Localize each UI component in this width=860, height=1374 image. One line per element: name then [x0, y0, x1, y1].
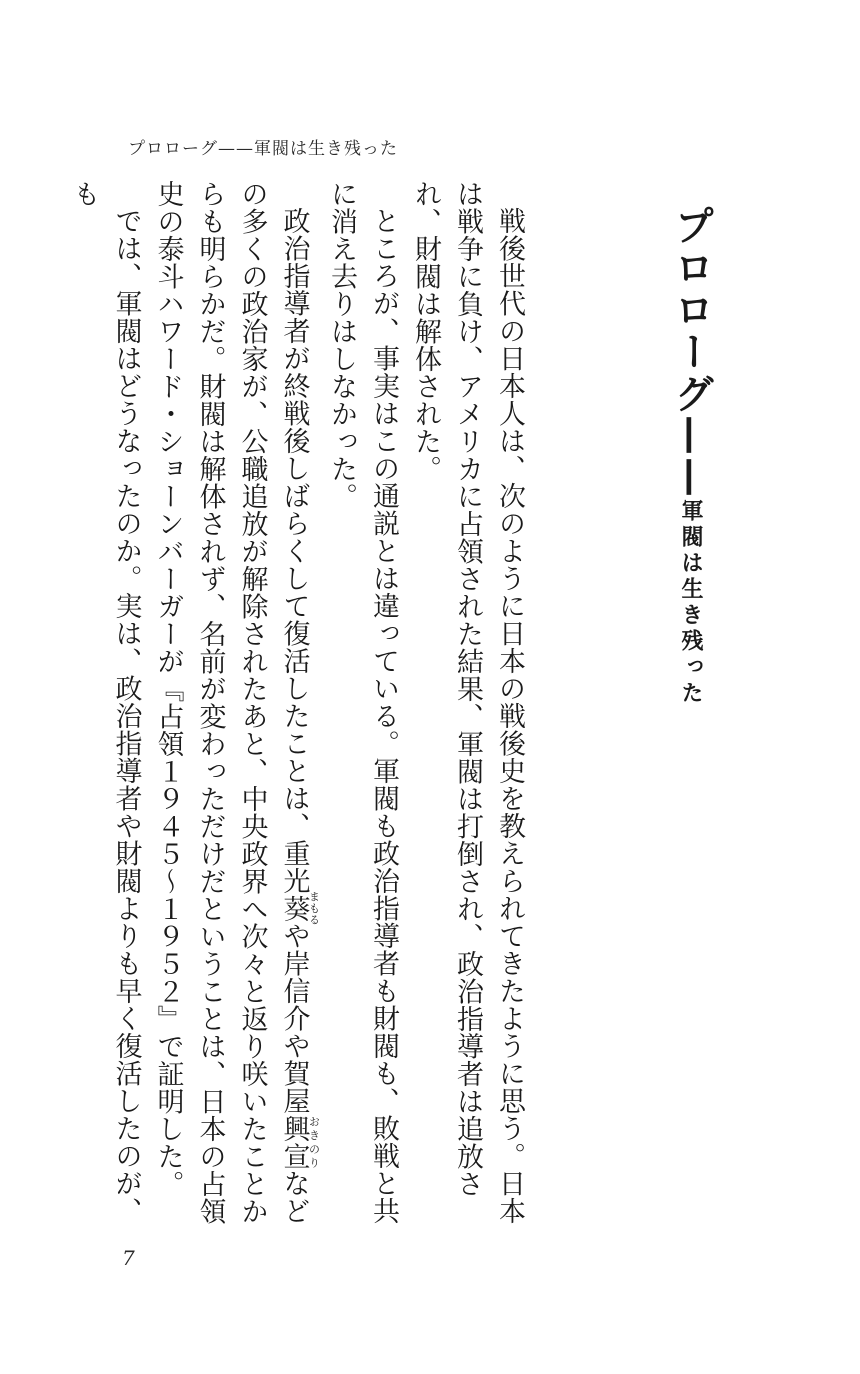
paragraph-1: 戦後世代の日本人は、次のように日本の戦後史を教えられてきたように思う。日本は戦争に負け、アメリカに占領された結果、軍閥は打倒され、政治指導者は追放され、財閥は解体された。: [410, 180, 525, 1225]
paragraph-4: では、軍閥はどうなったのか。実は、政治指導者や財閥よりも早く復活したのが、も: [68, 180, 142, 1225]
paragraph-3: [147, 180, 321, 1240]
ruby-base-okinori: 興宣: [278, 1114, 310, 1170]
page-number: 7: [122, 1246, 135, 1270]
ruby-reading-mamoru: まもる: [307, 891, 321, 926]
ruby-base-mamoru: 葵: [278, 891, 310, 926]
ruby-okinori: [278, 1114, 321, 1170]
paragraph-3-part-a: 政治指導者が終戦後しばらくして復活したことは、重光: [278, 207, 310, 895]
chapter-title: [663, 205, 720, 707]
ruby-mamoru: [278, 891, 321, 926]
chapter-subtitle: 軍閥は生き残った: [678, 499, 704, 707]
body-text: [68, 180, 530, 1240]
ruby-reading-okinori: おきのり: [307, 1114, 321, 1170]
paragraph-2: ところが、事実はこの通説とは違っている。軍閥も政治指導者も財閥も、敗戦と共に消え去りはしなかった。: [326, 180, 399, 1225]
paragraph-3-part-c: などの多くの政治家が、公職追放が解除されたあと、中央政界へ次々と返り咲いたことからも明らかだ。財閥は解体されず、名前が変わっただけだということは、日本の占領史の泰斗ハワード・ショーンバーガーが『占領１９４５〜１９５２』で証明した。: [152, 180, 310, 1225]
chapter-title-main: プロローグ——: [668, 205, 715, 499]
paragraph-3-part-b: や岸信介や賀屋: [278, 922, 310, 1115]
running-header: プロローグ——軍閥は生き残った: [128, 139, 398, 159]
